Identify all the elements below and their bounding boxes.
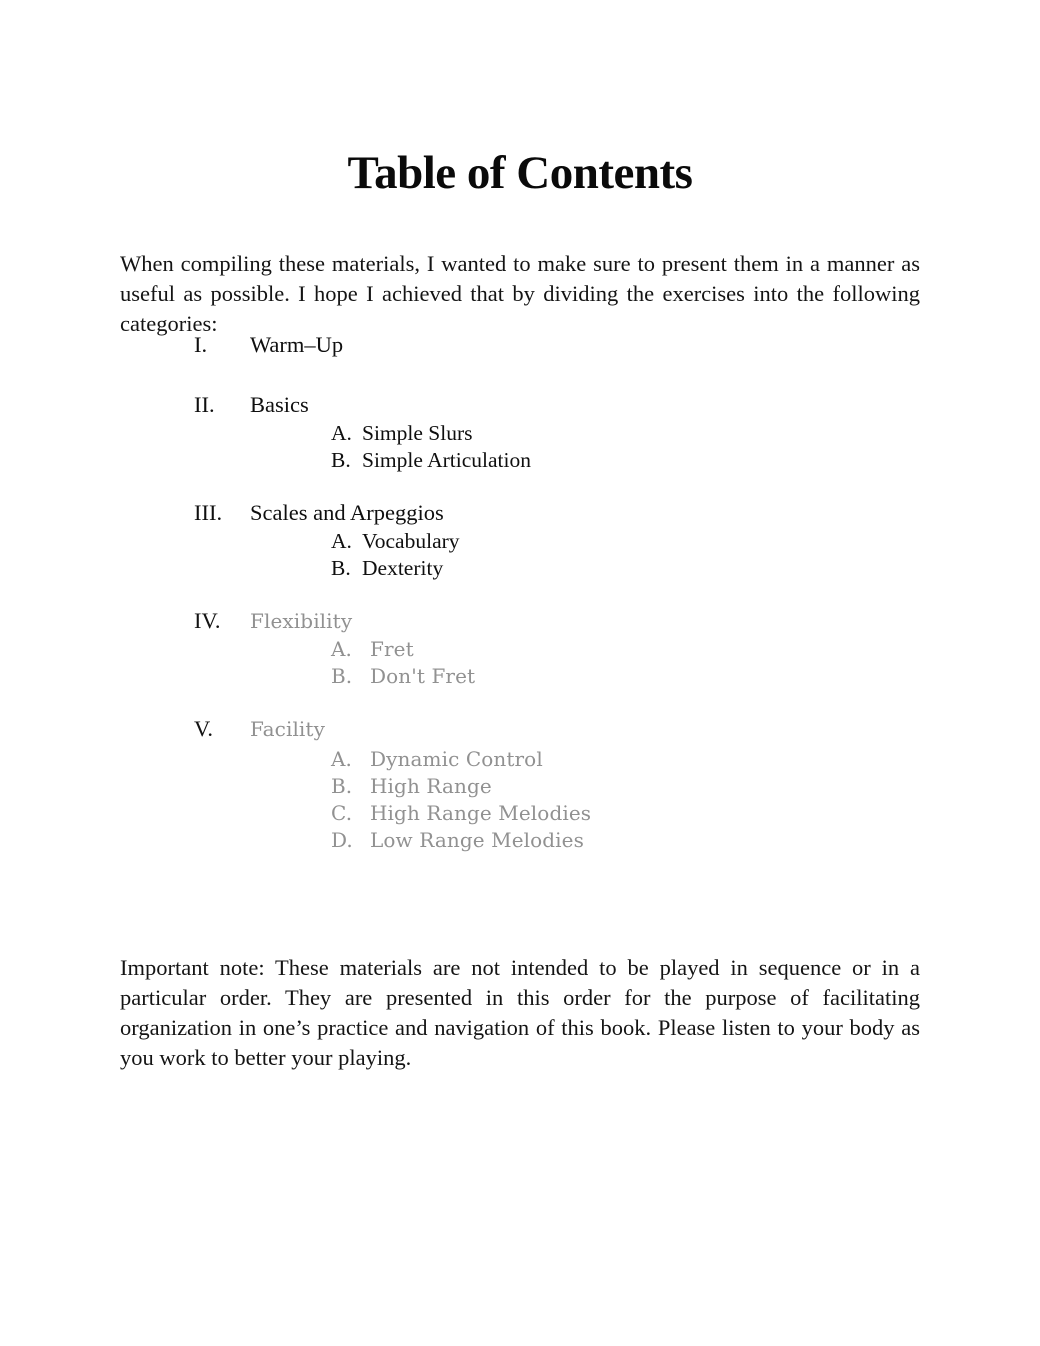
subitem-label: Dynamic Control [370,747,543,771]
toc-section-header[interactable] [0,330,1040,360]
subitem-letter: A. [331,421,352,445]
list-item[interactable] [0,827,1040,854]
subitem-letter: B. [331,774,353,798]
toc-section-1 [0,330,1040,360]
toc-section-header[interactable] [0,606,1040,636]
subitem-list [0,636,1040,690]
section-label: Basics [250,392,309,417]
toc-section-header[interactable] [0,714,1040,744]
intro-paragraph: When compiling these materials, I wanted to make sure to present them in a manner as useful as possible. I hope I achieved that by dividing the exercises into the following categories: [120,250,920,336]
section-numeral: I. [194,332,208,357]
subitem-label: Low Range Melodies [370,828,584,852]
subitem-label: Simple Articulation [362,448,531,472]
subitem-letter: D. [331,828,353,852]
list-item[interactable] [0,555,1040,582]
section-label: Warm–Up [250,332,344,357]
subitem-list [0,528,1040,582]
page-title: Table of Contents [347,147,693,200]
subitem-label: High Range [370,774,492,798]
toc-section-3 [0,498,1040,582]
important-note-paragraph: Important note: These materials are not intended to be played in sequence or in a particular order. They are presented in this order for the purpose of facilitating organization in one’s practice and navigation of this book. Please listen to your body as you work to better your playing. [120,954,920,1070]
subitem-label: Fret [370,637,414,661]
subitem-label: Don't Fret [370,664,476,688]
subitem-label: Simple Slurs [362,421,473,445]
toc-section-header[interactable] [0,498,1040,528]
subitem-letter: B. [331,448,351,472]
list-item[interactable] [0,800,1040,827]
subitem-letter: B. [331,556,351,580]
list-item[interactable] [0,447,1040,474]
subitem-label: Vocabulary [362,529,460,553]
subitem-letter: A. [331,637,353,661]
subitem-list [0,746,1040,854]
toc-section-5 [0,714,1040,854]
list-item[interactable] [0,773,1040,800]
subitem-label: Dexterity [362,556,444,580]
section-label: Facility [250,717,325,741]
subitem-letter: A. [331,529,352,553]
list-item[interactable] [0,636,1040,663]
toc-section-header[interactable] [0,390,1040,420]
section-label: Scales and Arpeggios [250,500,444,525]
section-label: Flexibility [250,609,353,633]
section-numeral: IV. [194,608,221,633]
list-item[interactable] [0,420,1040,447]
list-item[interactable] [0,663,1040,690]
section-numeral: III. [194,500,223,525]
subitem-label: High Range Melodies [370,801,592,825]
section-numeral: II. [194,392,215,417]
section-numeral: V. [194,716,213,741]
subitem-letter: C. [331,801,353,825]
subitem-list [0,420,1040,474]
list-item[interactable] [0,528,1040,555]
subitem-letter: A. [331,747,353,771]
subitem-letter: B. [331,664,353,688]
toc-section-4 [0,606,1040,690]
table-of-contents-list [0,330,1040,872]
list-item[interactable] [0,746,1040,773]
toc-section-2 [0,390,1040,474]
